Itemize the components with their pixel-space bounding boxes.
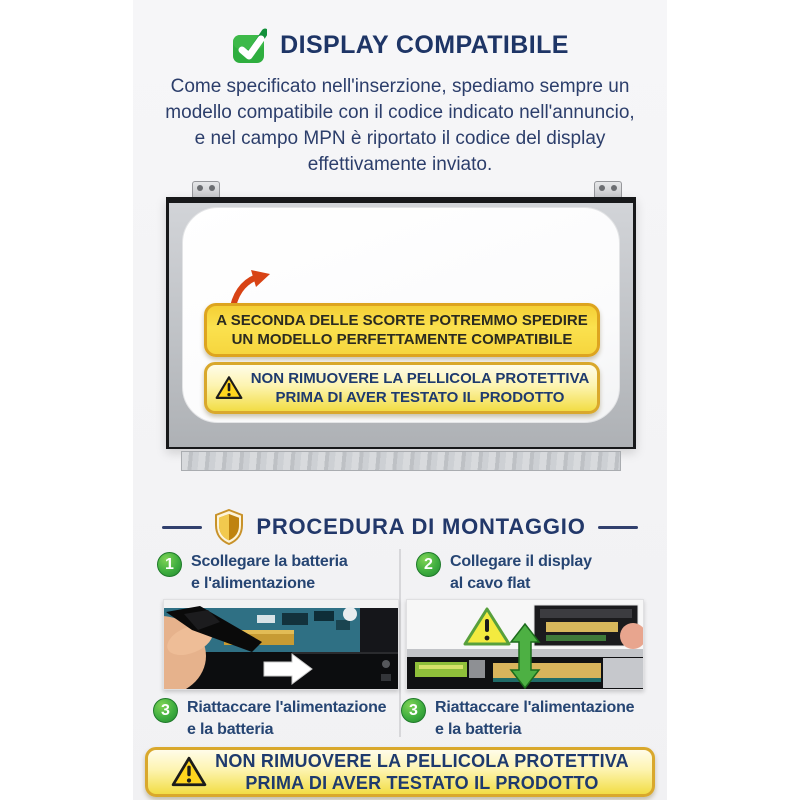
shield-icon — [214, 509, 244, 545]
step-label-line: e l'alimentazione — [191, 575, 315, 592]
step-label-line: Riattaccare l'alimentazione — [435, 699, 635, 716]
lcd-panel-figure — [133, 181, 667, 481]
warning-triangle-icon — [171, 756, 207, 788]
step-3-left — [153, 697, 386, 741]
intro-line: Come specificato nell'inserzione, spediamo sempre un — [170, 76, 630, 97]
stock-note-banner — [204, 303, 600, 357]
step-number-badge: 2 — [416, 552, 441, 577]
header — [133, 26, 667, 64]
step-label-line: Collegare il display — [450, 553, 592, 570]
step-2 — [416, 551, 592, 595]
film-warning-banner — [204, 362, 600, 414]
footer-warning-line: PRIMA DI AVER TESTATO IL PRODOTTO — [245, 773, 599, 793]
intro-line: e nel campo MPN è riportato il codice del display — [194, 128, 606, 149]
step-number-badge: 1 — [157, 552, 182, 577]
check-square-icon — [231, 26, 267, 64]
photo-disconnect-battery — [163, 599, 399, 690]
mounting-bracket-right — [594, 181, 622, 198]
step-3-right — [401, 697, 634, 741]
stock-note-line: UN MODELLO PERFETTAMENTE COMPATIBILE — [231, 331, 573, 348]
intro-line: modello compatibile con il codice indicato nell'annuncio, — [165, 102, 635, 123]
film-warning-line: PRIMA DI AVER TESTATO IL PRODOTTO — [275, 389, 565, 406]
mounting-bracket-left — [192, 181, 220, 198]
footer-warning-line: NON RIMUOVERE LA PELLICOLA PROTETTIVA — [215, 751, 629, 771]
stock-note-line: A SECONDA DELLE SCORTE POTREMMO SPEDIRE — [216, 312, 588, 329]
step-1 — [157, 551, 348, 595]
step-label-line: al cavo flat — [450, 575, 531, 592]
footer-warning-banner — [145, 747, 655, 797]
film-warning-line: NON RIMUOVERE LA PELLICOLA PROTETTIVA — [250, 370, 590, 387]
step-number-badge: 3 — [401, 698, 426, 723]
step-number-badge: 3 — [153, 698, 178, 723]
assembly-title: PROCEDURA DI MONTAGGIO — [256, 514, 586, 539]
step-label-line: e la batteria — [435, 721, 522, 738]
warning-triangle-icon — [215, 375, 243, 401]
intro-line: effettivamente inviato. — [307, 154, 493, 175]
intro-paragraph — [133, 74, 667, 178]
heading-rule-right — [598, 526, 638, 529]
content-column — [133, 0, 667, 800]
heading-rule-left — [162, 526, 202, 529]
panel-foil-strip — [181, 451, 621, 471]
photo-connect-flat-cable — [406, 599, 644, 690]
step-label-line: Scollegare la batteria — [191, 553, 348, 570]
step-label-line: e la batteria — [187, 721, 274, 738]
page-title: DISPLAY COMPATIBILE — [280, 30, 569, 59]
assembly-section-header — [133, 509, 667, 545]
step-label-line: Riattaccare l'alimentazione — [187, 699, 387, 716]
